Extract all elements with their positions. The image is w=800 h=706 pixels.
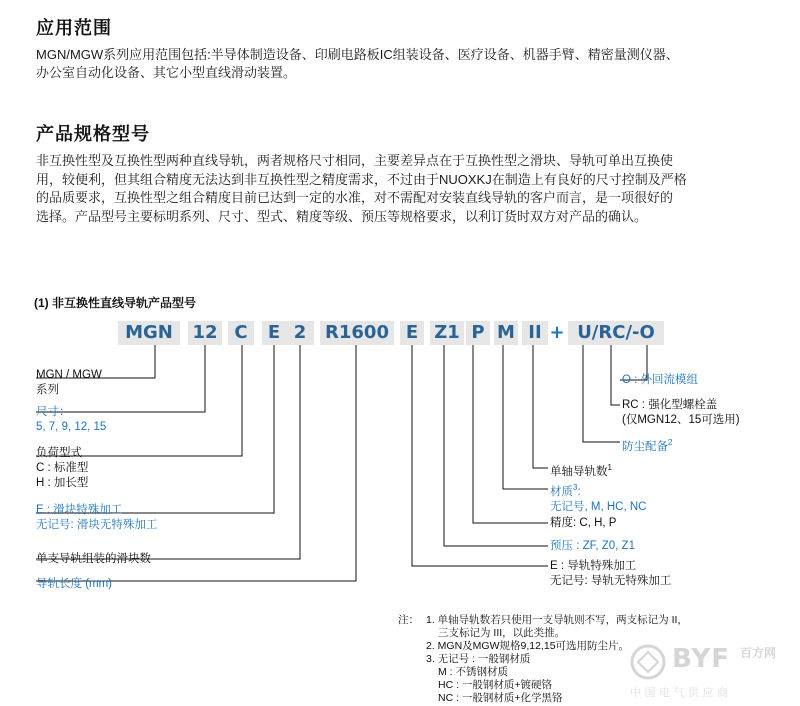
- label-rail-special: E : 导轨特殊加工 无记号: 导轨无特殊加工: [550, 560, 672, 587]
- code-segment-material: M: [494, 321, 518, 345]
- watermark: [628, 640, 788, 700]
- connector-load: [36, 345, 242, 456]
- code-segment-rail-length: R1600: [320, 321, 394, 345]
- spec-text-line: 的品质要求，互换性型之组合精度目前已达到一定的水准，对不需配对安装直线导轨的客户而言，是一项很好的: [36, 190, 674, 205]
- label-series: MGN / MGW 系列: [36, 369, 102, 396]
- code-segment-rail-special: E: [400, 321, 424, 345]
- watermark-brand-cn: 百方网: [740, 646, 777, 660]
- label-blocks-per-rail: 单支导轨组装的滑块数: [36, 553, 151, 565]
- label-material: 材质$^3$: 无记号, M, HC, NC: [550, 483, 647, 513]
- code-segment-size: 12: [188, 321, 222, 345]
- watermark-brand: BYF: [672, 644, 730, 674]
- connector-dust: [583, 345, 620, 442]
- connector-rc: [611, 345, 620, 405]
- diagram-subtitle: (1) 非互换性直线导轨产品型号: [34, 296, 197, 310]
- connector-precision: [473, 345, 548, 523]
- code-segment-preload: Z1: [430, 321, 464, 345]
- connector-rails: [533, 345, 548, 468]
- code-segment-load: C: [228, 321, 254, 345]
- application-text-line-2: 办公室自动化设备、其它小型直线滑动装置。: [36, 65, 297, 80]
- label-dust-protection: 防尘配备$^2$: [622, 438, 673, 453]
- code-segment-series: MGN: [118, 321, 180, 345]
- code-segment-precision: P: [466, 321, 490, 345]
- label-size: 尺寸： 5, 7, 9, 12, 15: [36, 406, 107, 433]
- spec-text-line: 用，较便利，但其组合精度无法达到非互换性型之精度需求，不过由于NUOXKJ在制造上有良好的尺寸控制及严格: [36, 171, 687, 187]
- label-preload: 预压 : ZF, Z0, Z1: [550, 540, 635, 552]
- spec-text-line: 选择。产品型号主要标明系列、尺寸、型式、精度等级、预压等规格要求，以利订货时双方对产品的确认。: [36, 208, 648, 224]
- code-segment-block-count: 2: [286, 321, 314, 345]
- note-line: 3. 无记号 : 一般钢材质: [426, 653, 531, 665]
- label-external-return: O : 外回流模组: [622, 374, 699, 386]
- section-title-specification: 产品规格型号: [36, 124, 150, 144]
- label-block-special: E : 滑块特殊加工 无记号: 滑块无特殊加工: [36, 504, 158, 531]
- note-line: 2. MGN及MGW规格9,12,15可选用防尘片。: [426, 640, 630, 652]
- watermark-tagline: 中 国 电 气 供 应 商: [630, 686, 728, 699]
- code-segment-options: U/RC/-O: [568, 321, 664, 345]
- connector-rail-special: [412, 345, 548, 566]
- code-segment-block-special: E: [262, 321, 286, 345]
- notes-label: 注：: [398, 614, 419, 626]
- code-segment-plus: +: [549, 322, 565, 343]
- code-segment-rails: II: [522, 321, 548, 345]
- connector-material: [503, 345, 548, 489]
- application-text-line-1: MGN/MGW系列应用范围包括:半导体制造设备、印刷电路板IC组装设备、医疗设备、机器手臂、精密量测仪器、: [36, 47, 679, 62]
- note-line: M : 不锈钢材质: [438, 666, 508, 678]
- watermark-logo-icon: [628, 642, 668, 682]
- label-rails-count: 单轴导轨数$^1$: [550, 463, 612, 478]
- note-line: HC : 一般钢材质+镀硬铬: [438, 679, 553, 691]
- note-line: 三支标记为 III，以此类推。: [438, 627, 566, 639]
- label-rc: RC : 强化型螺栓盖 (仅MGN12、15可选用): [622, 399, 740, 426]
- note-line: 1. 单轴导轨数若只使用一支导轨则不写，两支标记为 II，: [426, 614, 688, 626]
- label-rail-length: 导轨长度 (mm): [36, 578, 113, 590]
- label-load-type: 负荷型式 C : 标准型 H : 加长型: [36, 447, 89, 489]
- connector-preload: [444, 345, 548, 546]
- note-line: NC : 一般钢材质+化学黑铬: [438, 692, 563, 704]
- label-precision: 精度: C, H, P: [550, 517, 617, 529]
- spec-text-line: 非互换性型及互换性型两种直线导轨，两者规格尺寸相同，主要差异点在于互换性型之滑块、导轨可单出互换使: [36, 153, 674, 168]
- section-title-application: 应用范围: [36, 18, 112, 38]
